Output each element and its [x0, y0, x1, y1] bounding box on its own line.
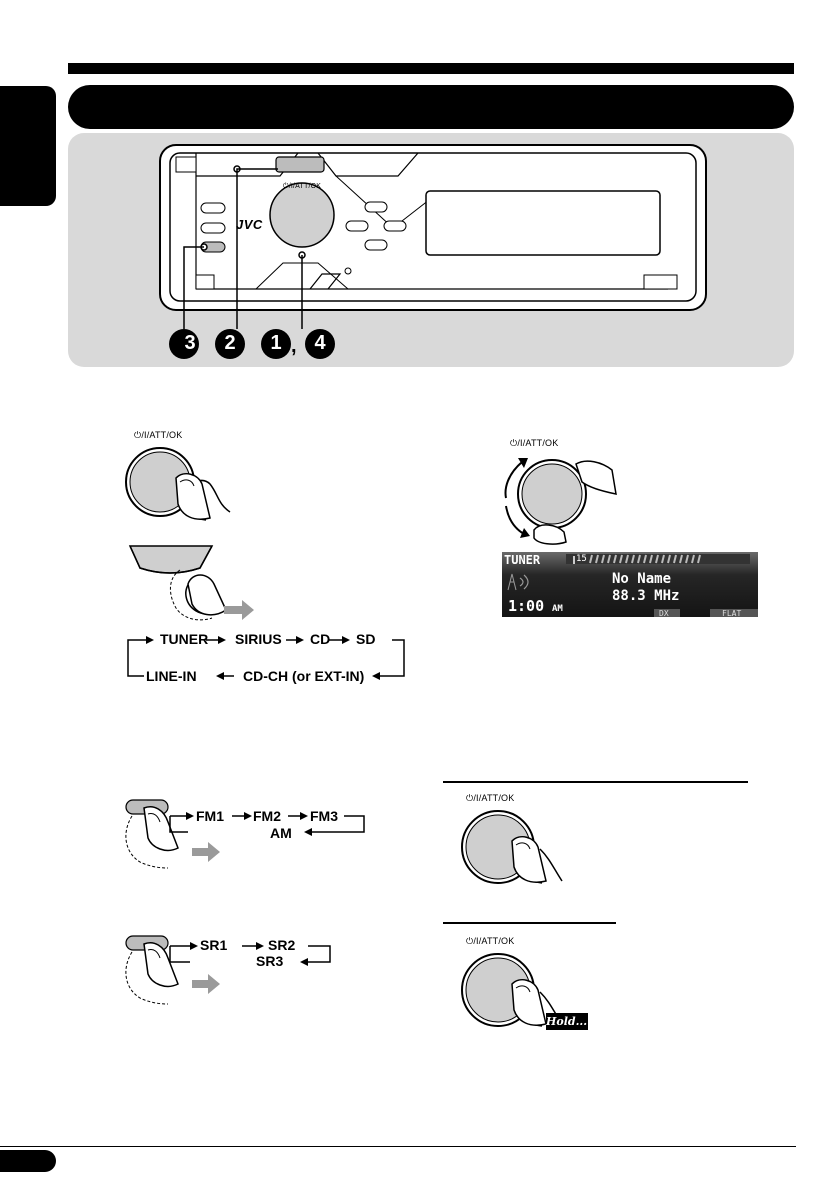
press-arrow: [192, 842, 220, 862]
source-tuner: TUNER: [160, 631, 209, 647]
footer-rule: [0, 1146, 796, 1147]
step1-knob-illustration: [118, 440, 248, 530]
band-am: AM: [270, 825, 292, 841]
hold-badge: Hold....: [546, 1015, 591, 1028]
language-tab: [0, 86, 56, 206]
callout-4: 4: [314, 332, 326, 354]
volume-knob-illustration: [494, 448, 634, 548]
band-fm1: FM1: [196, 808, 224, 824]
band-sr3: SR3: [256, 953, 284, 969]
lcd-clock: 1:00: [508, 597, 545, 615]
up-button[interactable]: [365, 202, 387, 212]
control-dial[interactable]: [270, 183, 334, 247]
lcd-level: 15: [576, 554, 587, 564]
left-arrow-button[interactable]: [346, 221, 368, 231]
brand-logo: JVC: [236, 217, 263, 232]
antenna-icon: [508, 574, 516, 590]
header-rule: [68, 63, 794, 74]
band-sr1: SR1: [200, 937, 228, 953]
page-number-tab: [0, 1150, 56, 1172]
source-cd: CD: [310, 631, 331, 647]
source-button[interactable]: [276, 157, 324, 172]
source-button-illustration: [128, 544, 260, 624]
callout-2: 2: [224, 332, 236, 354]
source-cd-ch: CD-CH (or EXT-IN): [243, 668, 365, 684]
power-off-knob-label: ⏻/I/ATT/OK: [466, 936, 515, 946]
section-title-bar: [68, 85, 794, 129]
attenuate-rule: [443, 781, 748, 783]
display-window: [426, 191, 660, 255]
dial-label: ⏻/I/ATT/OK: [283, 183, 322, 190]
thumb-bottom: [534, 525, 566, 544]
source-sirius: SIRIUS: [235, 631, 282, 647]
attenuate-knob-illustration: [454, 803, 584, 893]
band-fm2: FM2: [253, 808, 281, 824]
down-button[interactable]: [365, 240, 387, 250]
lcd-dx: DX: [659, 609, 669, 617]
source-line-in: LINE-IN: [146, 668, 197, 684]
press-arrow: [224, 600, 254, 620]
band-fm3: FM3: [310, 808, 338, 824]
callout-1: 1: [270, 332, 282, 354]
lcd-frequency: 88.3 MHz: [612, 588, 680, 604]
left-button-2[interactable]: [201, 223, 225, 233]
press-arrow: [192, 974, 220, 994]
step1-knob-label: ⏻/I/ATT/OK: [134, 430, 183, 440]
dial-inner: [522, 464, 582, 524]
lcd-station-name: No Name: [612, 571, 672, 587]
callout-comma: ,: [291, 335, 297, 357]
left-button-1[interactable]: [201, 203, 225, 213]
band-sr2: SR2: [268, 937, 296, 953]
volume-knob-label: ⏻/I/ATT/OK: [510, 438, 559, 448]
lcd-display: [502, 552, 758, 617]
source-sd: SD: [356, 631, 376, 647]
power-off-rule: [443, 922, 616, 924]
callout-3: 3: [184, 332, 196, 354]
attenuate-knob-label: ⏻/I/ATT/OK: [466, 793, 515, 803]
lcd-source: TUNER: [504, 553, 541, 567]
right-arrow-button[interactable]: [384, 221, 406, 231]
lcd-eq: FLAT: [722, 609, 742, 617]
lcd-ampm: AM: [552, 604, 563, 614]
